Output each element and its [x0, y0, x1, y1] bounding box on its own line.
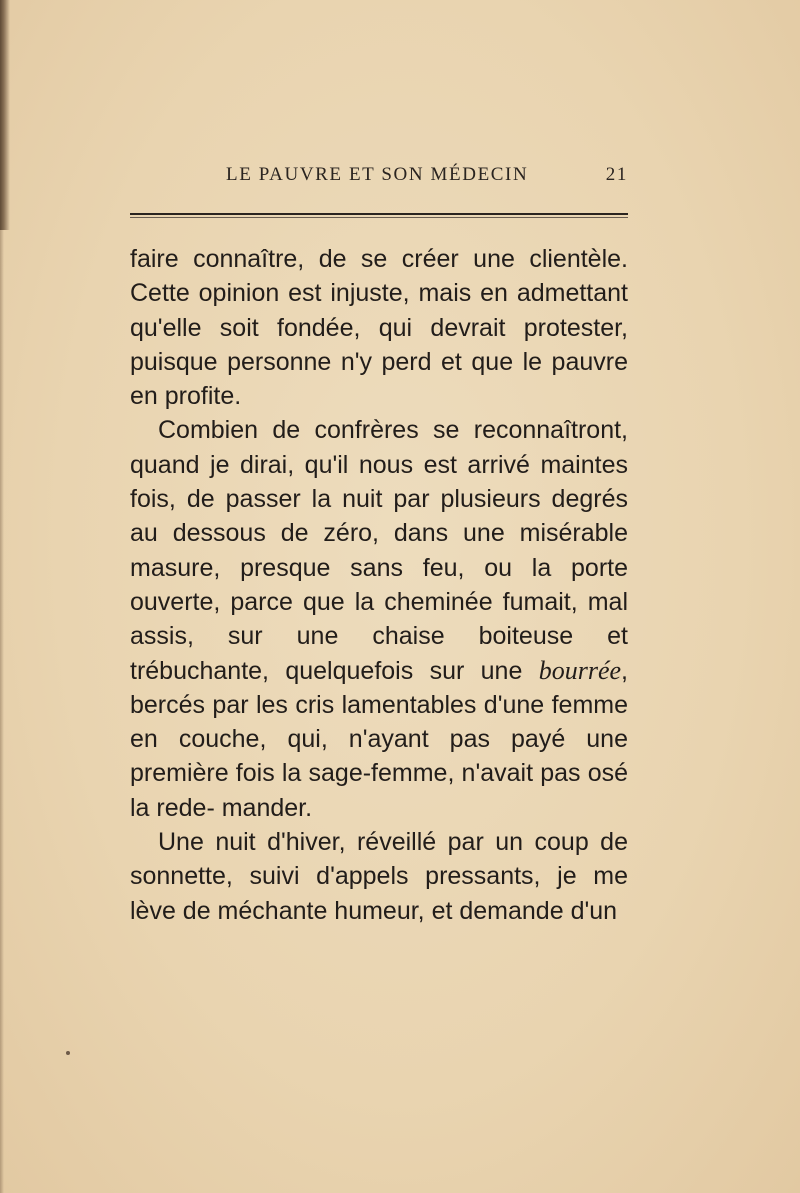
header-rule	[130, 213, 628, 215]
page-edge-shadow-lower	[0, 230, 4, 1193]
paragraph	[130, 825, 628, 928]
paragraph	[130, 413, 628, 825]
text-run: Combien de confrères se reconnaîtront, quand je dirai, qu'il nous est arrivé maintes fois, de passer la nuit par plusieurs degrés au dessous de zéro, dans une misérable masure, presque sans feu, ou la porte ouverte, parce que la cheminée fumait, mal assis, sur une chaise boiteuse et trébuchante, quelquefois sur une	[130, 416, 628, 685]
text-run: , bercés par les cris lamentables d'une femme en couche, qui, n'ayant pas payé une première fois la sage-femme, n'avait pas osé la rede- mander.	[130, 656, 628, 822]
page-edge-shadow	[0, 0, 10, 230]
page-number: 21	[605, 164, 628, 185]
running-head	[130, 164, 628, 192]
paper-speck	[66, 1051, 70, 1055]
body-text	[130, 242, 628, 928]
running-title: LE PAUVRE ET SON MÉDECIN	[226, 164, 529, 185]
italic-word: bourrée	[538, 655, 622, 685]
text-run: Une nuit d'hiver, réveillé par un coup de sonnette, suivi d'appels pressants, je me lève de méchante humeur, et demande d'un	[130, 828, 628, 925]
paragraph	[130, 242, 628, 413]
text-run: faire connaître, de se créer une clientèle. Cette opinion est injuste, mais en admettant qu'elle soit fondée, qui devrait protester, puisque personne n'y perd et que le pauvre en profite.	[130, 245, 628, 411]
